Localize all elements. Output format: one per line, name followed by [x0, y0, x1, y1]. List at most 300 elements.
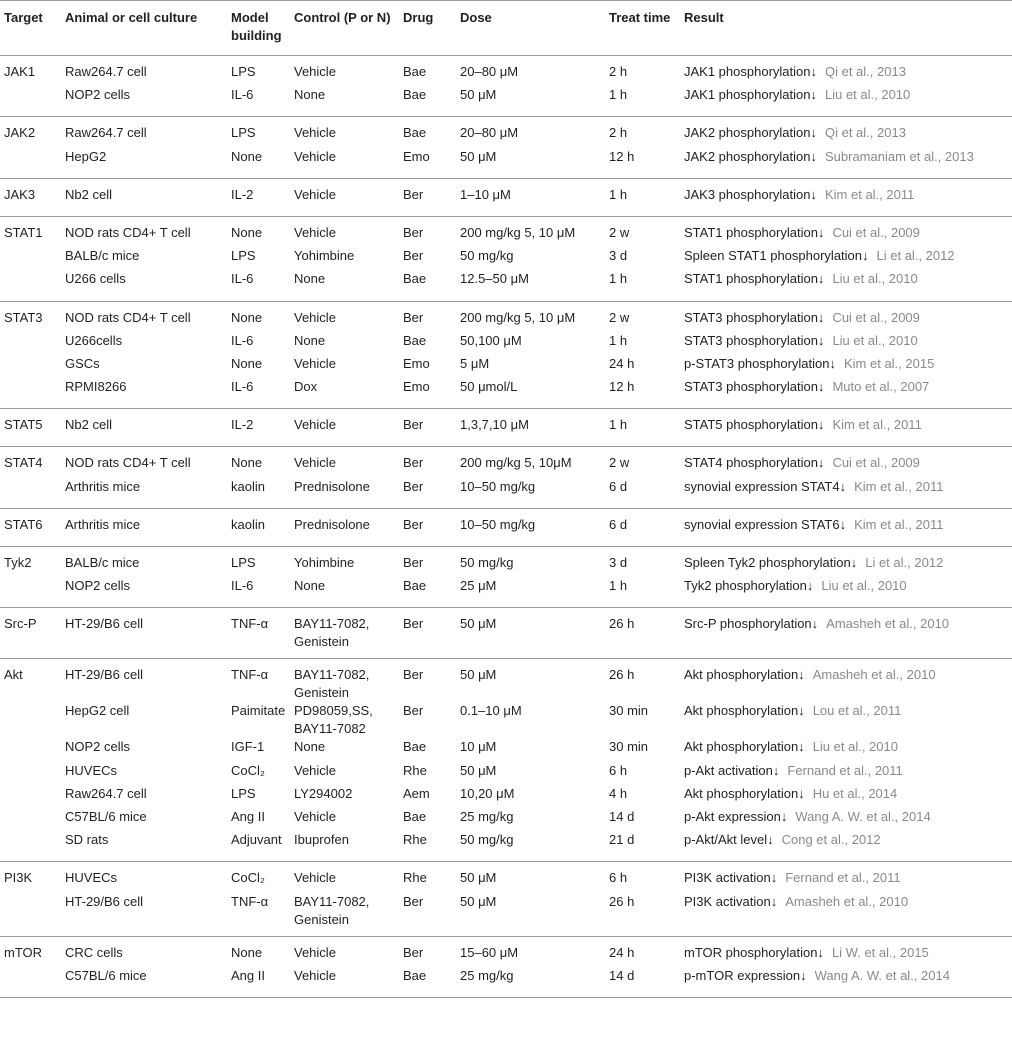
reference-text: Li et al., 2012	[865, 555, 944, 570]
drug-cell: Ber	[403, 667, 424, 683]
animal-cell: HUVECs	[65, 762, 118, 778]
table-row	[0, 447, 1012, 478]
model-cell: TNF-α	[227, 608, 290, 659]
reference-text: Lou et al., 2011	[812, 703, 902, 719]
model-cell: IL-6	[227, 378, 290, 409]
animal-cell: NOP2 cells	[61, 577, 227, 608]
dose-cell: 50 mg/kg	[456, 831, 605, 862]
target-cell	[0, 332, 61, 355]
animal-cell: HT-29/B6 cell	[65, 667, 144, 683]
reference-text: Qi et al., 2013	[824, 125, 906, 141]
animal-cell: U266 cells	[61, 270, 227, 301]
reference-text: Li W. et al., 2015	[831, 944, 929, 960]
control-cell: Prednisolone	[290, 478, 399, 509]
target-cell: Tyk2	[4, 555, 32, 570]
target-cell	[0, 355, 61, 378]
reference-text: Wang A. W. et al., 2014	[795, 808, 931, 824]
result-text: STAT3 phosphorylation↓	[684, 379, 825, 395]
dose-cell: 12.5–50 μM	[456, 270, 605, 301]
result-cell	[680, 508, 1012, 546]
target-cell	[0, 762, 61, 785]
target-cell: JAK3	[0, 178, 61, 216]
animal-cell: Nb2 cell	[61, 178, 227, 216]
target-cell: STAT1	[4, 224, 43, 240]
reference-text: Kim et al., 2011	[854, 516, 944, 532]
result-text: JAK2 phosphorylation↓	[684, 148, 817, 164]
result-cell	[680, 577, 1012, 608]
model-cell: Paimitate	[231, 703, 286, 719]
reference-text: Wang A. W. et al., 2014	[814, 967, 950, 983]
animal-cell: Arthritis mice	[61, 508, 227, 546]
time-cell: 14 d	[605, 967, 680, 998]
target-cell	[0, 702, 61, 738]
table-row	[0, 409, 1012, 447]
reference-text: Liu et al., 2010	[832, 271, 918, 287]
result-text: JAK2 phosphorylation↓	[684, 125, 817, 141]
reference-text: Qi et al., 2013	[824, 64, 906, 79]
dose-cell: 50 μM	[460, 667, 497, 683]
dose-cell: 200 mg/kg 5, 10 μM	[460, 224, 576, 240]
animal-cell: C57BL/6 mice	[61, 967, 227, 998]
model-cell: IL-2	[227, 409, 290, 447]
dose-cell: 50 μM	[456, 893, 605, 937]
control-cell: Vehicle	[290, 148, 399, 179]
result-text: Spleen Tyk2 phosphorylation↓	[684, 555, 858, 570]
control-cell: Dox	[290, 378, 399, 409]
reference-text: Cui et al., 2009	[832, 224, 920, 240]
reference-text: Kim et al., 2011	[824, 186, 915, 202]
model-cell: Ang II	[227, 967, 290, 998]
drug-cell: Bae	[399, 270, 456, 301]
reference-text: Fernand et al., 2011	[787, 762, 903, 778]
header-dose: Dose	[456, 1, 605, 56]
header-control: Control (P or N)	[290, 1, 399, 56]
control-cell: None	[290, 270, 399, 301]
result-text: STAT3 phosphorylation↓	[684, 332, 825, 348]
time-cell: 26 h	[605, 893, 680, 937]
table-row	[0, 378, 1012, 409]
table-row	[0, 785, 1012, 808]
model-cell: IL-6	[231, 332, 254, 348]
result-cell	[680, 117, 1012, 148]
model-cell: Adjuvant	[227, 831, 290, 862]
model-cell: Ang II	[231, 808, 265, 824]
table-row	[0, 508, 1012, 546]
dose-cell: 15–60 μM	[460, 944, 519, 960]
result-cell	[680, 936, 1012, 967]
model-cell: IL-2	[227, 178, 290, 216]
control-cell: Yohimbine	[294, 248, 355, 264]
animal-cell: U266cells	[65, 332, 123, 348]
result-text: Spleen STAT1 phosphorylation↓	[684, 248, 869, 264]
result-cell	[680, 785, 1012, 808]
table-row	[0, 247, 1012, 270]
result-text: STAT1 phosphorylation↓	[684, 271, 825, 287]
model-cell: LPS	[231, 248, 256, 264]
dose-cell: 50 μM	[456, 148, 605, 179]
reference-text: Kim et al., 2011	[832, 417, 922, 433]
reference-text: Li et al., 2012	[876, 248, 955, 264]
control-cell: PD98059,SS, BAY11-7082	[294, 703, 373, 737]
result-text: Akt phosphorylation↓	[684, 667, 805, 683]
result-text: STAT5 phosphorylation↓	[684, 417, 825, 433]
animal-cell: HUVECs	[65, 870, 118, 886]
target-cell	[0, 270, 61, 301]
reference-text: Hu et al., 2014	[812, 785, 898, 801]
result-cell	[680, 478, 1012, 509]
model-cell: None	[231, 944, 263, 960]
model-cell: IL-6	[227, 270, 290, 301]
table-row	[0, 270, 1012, 301]
result-text: STAT4 phosphorylation↓	[684, 455, 825, 471]
target-cell	[0, 738, 61, 761]
target-cell: Src-P	[0, 608, 61, 659]
header-drug: Drug	[399, 1, 456, 56]
dose-cell: 10–50 mg/kg	[456, 478, 605, 509]
model-cell: None	[227, 148, 290, 179]
model-cell: None	[231, 224, 263, 240]
drug-cell: Ber	[403, 703, 424, 719]
target-cell	[0, 247, 61, 270]
time-cell: 24 h	[609, 944, 635, 960]
target-cell	[0, 785, 61, 808]
reference-text: Amasheh et al., 2010	[826, 616, 950, 632]
result-cell	[680, 762, 1012, 785]
animal-cell: Arthritis mice	[61, 478, 227, 509]
reference-text: Amasheh et al., 2010	[785, 893, 909, 909]
table-row	[0, 301, 1012, 332]
time-cell: 1 h	[605, 270, 680, 301]
header-row	[0, 1, 1012, 56]
dose-cell: 50 mg/kg	[460, 555, 514, 570]
control-cell: BAY11-7082, Genistein	[294, 667, 370, 701]
model-cell: TNF-α	[227, 893, 290, 937]
table-row	[0, 577, 1012, 608]
table-row	[0, 178, 1012, 216]
animal-cell: CRC cells	[65, 944, 123, 960]
control-cell: Vehicle	[294, 224, 336, 240]
time-cell: 2 h	[609, 125, 628, 141]
control-cell: Vehicle	[290, 178, 399, 216]
dose-cell: 10,20 μM	[460, 785, 515, 801]
reference-text: Muto et al., 2007	[832, 379, 930, 395]
result-text: p-STAT3 phosphorylation↓	[684, 355, 836, 371]
dose-cell: 200 mg/kg 5, 10 μM	[460, 309, 576, 325]
drug-cell: Ber	[403, 555, 424, 570]
dose-cell: 50 mg/kg	[460, 248, 514, 264]
dose-cell: 5 μM	[460, 355, 490, 371]
drug-cell: Ber	[399, 893, 456, 937]
control-cell: Vehicle	[290, 409, 399, 447]
result-text: Tyk2 phosphorylation↓	[684, 578, 814, 594]
table-row	[0, 659, 1012, 703]
result-cell	[680, 659, 1012, 703]
dose-cell: 50 μM	[456, 608, 605, 659]
model-cell: IGF-1	[231, 739, 265, 755]
time-cell: 3 d	[609, 555, 628, 570]
result-text: Src-P phosphorylation↓	[684, 616, 819, 632]
target-cell: PI3K	[4, 870, 33, 886]
control-cell: Vehicle	[294, 309, 336, 325]
time-cell: 12 h	[605, 378, 680, 409]
model-cell: None	[231, 455, 263, 471]
dose-cell: 50 μM	[456, 86, 605, 117]
drug-cell: Ber	[403, 309, 424, 325]
result-text: JAK3 phosphorylation↓	[684, 186, 817, 202]
control-cell: Vehicle	[294, 125, 336, 141]
table-row	[0, 148, 1012, 179]
animal-cell: Raw264.7 cell	[65, 64, 147, 79]
control-cell: BAY11-7082, Genistein	[290, 608, 399, 659]
model-cell: None	[231, 309, 263, 325]
header-time: Treat time	[605, 1, 680, 56]
result-text: p-Akt expression↓	[684, 808, 788, 824]
result-cell	[680, 216, 1012, 247]
drug-cell: Aem	[403, 785, 430, 801]
target-cell	[0, 86, 61, 117]
control-cell: Vehicle	[290, 967, 399, 998]
animal-cell: NOP2 cells	[65, 739, 131, 755]
dose-cell: 50 μmol/L	[456, 378, 605, 409]
target-cell	[0, 808, 61, 831]
control-cell: Ibuprofen	[290, 831, 399, 862]
result-cell	[680, 409, 1012, 447]
table-row	[0, 56, 1012, 87]
time-cell: 14 d	[609, 808, 635, 824]
result-cell	[680, 247, 1012, 270]
drug-cell: Emo	[399, 148, 456, 179]
control-cell: None	[294, 739, 326, 755]
table-row	[0, 608, 1012, 659]
table-header	[0, 1, 1012, 56]
drug-cell: Bae	[403, 332, 427, 348]
animal-cell: NOP2 cells	[61, 86, 227, 117]
drug-cell: Ber	[399, 178, 456, 216]
result-cell	[680, 355, 1012, 378]
result-cell	[680, 148, 1012, 179]
result-text: mTOR phosphorylation↓	[684, 944, 824, 960]
drug-cell: Ber	[399, 409, 456, 447]
table-body	[0, 56, 1012, 998]
result-cell	[680, 56, 1012, 87]
model-cell: LPS	[231, 125, 256, 141]
drug-cell: Bae	[403, 739, 427, 755]
table-row	[0, 332, 1012, 355]
drug-cell: Bae	[403, 125, 427, 141]
time-cell: 2 w	[609, 309, 630, 325]
animal-cell: HT-29/B6 cell	[61, 608, 227, 659]
result-cell	[680, 608, 1012, 659]
time-cell: 6 h	[609, 870, 628, 886]
model-cell: LPS	[231, 64, 256, 79]
reference-text: Cong et al., 2012	[781, 832, 881, 848]
result-text: Akt phosphorylation↓	[684, 703, 805, 719]
time-cell: 30 min	[609, 703, 649, 719]
animal-cell: NOD rats CD4+ T cell	[65, 309, 191, 325]
result-cell	[680, 738, 1012, 761]
time-cell: 26 h	[609, 667, 635, 683]
drug-cell: Ber	[403, 455, 424, 471]
drug-cell: Bae	[399, 577, 456, 608]
animal-cell: BALB/c mice	[65, 555, 140, 570]
time-cell: 2 w	[609, 455, 630, 471]
dose-cell: 20–80 μM	[460, 125, 519, 141]
result-text: PI3K activation↓	[684, 870, 778, 886]
target-cell: JAK1	[4, 64, 36, 79]
table-row	[0, 967, 1012, 998]
reference-text: Fernand et al., 2011	[785, 870, 901, 886]
drug-cell: Ber	[403, 248, 424, 264]
control-cell: Vehicle	[294, 355, 336, 371]
reference-text: Cui et al., 2009	[832, 455, 920, 471]
result-cell	[680, 378, 1012, 409]
target-cell: STAT4	[4, 455, 43, 471]
control-cell: Vehicle	[294, 944, 336, 960]
drug-cell: Rhe	[399, 831, 456, 862]
result-text: Akt phosphorylation↓	[684, 739, 805, 755]
result-cell	[680, 547, 1012, 578]
result-cell	[680, 702, 1012, 738]
dose-cell: 25 μM	[456, 577, 605, 608]
result-cell	[680, 967, 1012, 998]
result-text: STAT1 phosphorylation↓	[684, 224, 825, 240]
model-cell: CoCl₂	[231, 870, 265, 886]
time-cell: 12 h	[605, 148, 680, 179]
model-cell: LPS	[231, 555, 256, 570]
animal-cell: Raw264.7 cell	[65, 125, 147, 141]
result-text: PI3K activation↓	[684, 893, 778, 909]
time-cell: 3 d	[609, 248, 628, 264]
animal-cell: HepG2 cell	[65, 703, 130, 719]
target-cell	[0, 893, 61, 937]
result-cell	[680, 893, 1012, 937]
target-cell: STAT6	[0, 508, 61, 546]
reference-text: Cui et al., 2009	[832, 309, 920, 325]
result-cell	[680, 86, 1012, 117]
result-cell	[680, 808, 1012, 831]
drug-cell: Ber	[403, 944, 424, 960]
dose-cell: 20–80 μM	[460, 64, 519, 79]
target-cell	[0, 148, 61, 179]
drug-cell: Rhe	[403, 762, 427, 778]
time-cell: 21 d	[605, 831, 680, 862]
control-cell: Vehicle	[294, 870, 336, 886]
control-cell: None	[290, 86, 399, 117]
target-cell	[0, 967, 61, 998]
animal-cell: Raw264.7 cell	[65, 785, 147, 801]
model-cell: None	[231, 355, 263, 371]
time-cell: 30 min	[609, 739, 649, 755]
target-cell: STAT3	[4, 309, 43, 325]
animal-cell: NOD rats CD4+ T cell	[65, 455, 191, 471]
time-cell: 1 h	[605, 409, 680, 447]
result-cell	[680, 447, 1012, 478]
dose-cell: 50 μM	[460, 870, 497, 886]
animal-cell: C57BL/6 mice	[65, 808, 147, 824]
header-result: Result	[680, 1, 1012, 56]
control-cell: Vehicle	[294, 455, 336, 471]
dose-cell: 10–50 mg/kg	[456, 508, 605, 546]
time-cell: 2 w	[609, 224, 630, 240]
result-text: STAT3 phosphorylation↓	[684, 309, 825, 325]
drug-cell: Bae	[403, 64, 427, 79]
result-cell	[680, 301, 1012, 332]
header-model: Model building	[227, 1, 290, 56]
time-cell: 4 h	[609, 785, 628, 801]
drug-cell: Bae	[399, 86, 456, 117]
control-cell: Yohimbine	[294, 555, 355, 570]
time-cell: 1 h	[605, 577, 680, 608]
control-cell: BAY11-7082, Genistein	[290, 893, 399, 937]
reference-text: Subramaniam et al., 2013	[824, 148, 974, 164]
animal-cell: NOD rats CD4+ T cell	[65, 224, 191, 240]
target-cell	[0, 577, 61, 608]
result-text: p-Akt activation↓	[684, 762, 780, 778]
model-cell: TNF-α	[231, 667, 269, 683]
model-cell: IL-6	[227, 86, 290, 117]
result-text: Akt phosphorylation↓	[684, 785, 805, 801]
reference-text: Kim et al., 2015	[843, 355, 935, 371]
result-text: JAK1 phosphorylation↓	[684, 87, 817, 103]
time-cell: 1 h	[605, 86, 680, 117]
target-cell: mTOR	[4, 944, 43, 960]
time-cell: 1 h	[609, 332, 628, 348]
result-cell	[680, 831, 1012, 862]
table-row	[0, 862, 1012, 893]
target-cell	[0, 831, 61, 862]
animal-cell: BALB/c mice	[65, 248, 140, 264]
reference-text: Amasheh et al., 2010	[812, 667, 936, 683]
table-row	[0, 808, 1012, 831]
time-cell: 6 h	[609, 762, 628, 778]
model-cell: IL-6	[227, 577, 290, 608]
control-cell: Vehicle	[294, 64, 336, 79]
reference-text: Liu et al., 2010	[824, 87, 911, 103]
drug-cell: Ber	[399, 608, 456, 659]
result-cell	[680, 178, 1012, 216]
animal-cell: RPMI8266	[61, 378, 227, 409]
result-cell	[680, 332, 1012, 355]
table-row	[0, 547, 1012, 578]
result-text: p-Akt/Akt level↓	[684, 832, 774, 848]
time-cell: 6 d	[605, 478, 680, 509]
drug-cell: Bae	[403, 808, 427, 824]
time-cell: 6 d	[605, 508, 680, 546]
animal-cell: HepG2	[61, 148, 227, 179]
animal-cell: GSCs	[65, 355, 100, 371]
table-row	[0, 216, 1012, 247]
header-target: Target	[0, 1, 61, 56]
model-cell: kaolin	[227, 508, 290, 546]
result-text: synovial expression STAT4↓	[684, 478, 847, 494]
time-cell: 26 h	[605, 608, 680, 659]
drug-cell: Emo	[403, 355, 430, 371]
drug-cell: Emo	[399, 378, 456, 409]
dose-cell: 200 mg/kg 5, 10μM	[460, 455, 572, 471]
dose-cell: 1,3,7,10 μM	[456, 409, 605, 447]
table-row	[0, 762, 1012, 785]
target-cell: JAK2	[4, 125, 36, 141]
animal-cell: SD rats	[61, 831, 227, 862]
dose-cell: 10 μM	[460, 739, 497, 755]
table-row	[0, 831, 1012, 862]
drug-cell: Bae	[399, 967, 456, 998]
table-row	[0, 117, 1012, 148]
dose-cell: 50 μM	[460, 762, 497, 778]
dose-cell: 50,100 μM	[460, 332, 522, 348]
drug-cell: Ber	[399, 508, 456, 546]
target-cell: STAT5	[0, 409, 61, 447]
